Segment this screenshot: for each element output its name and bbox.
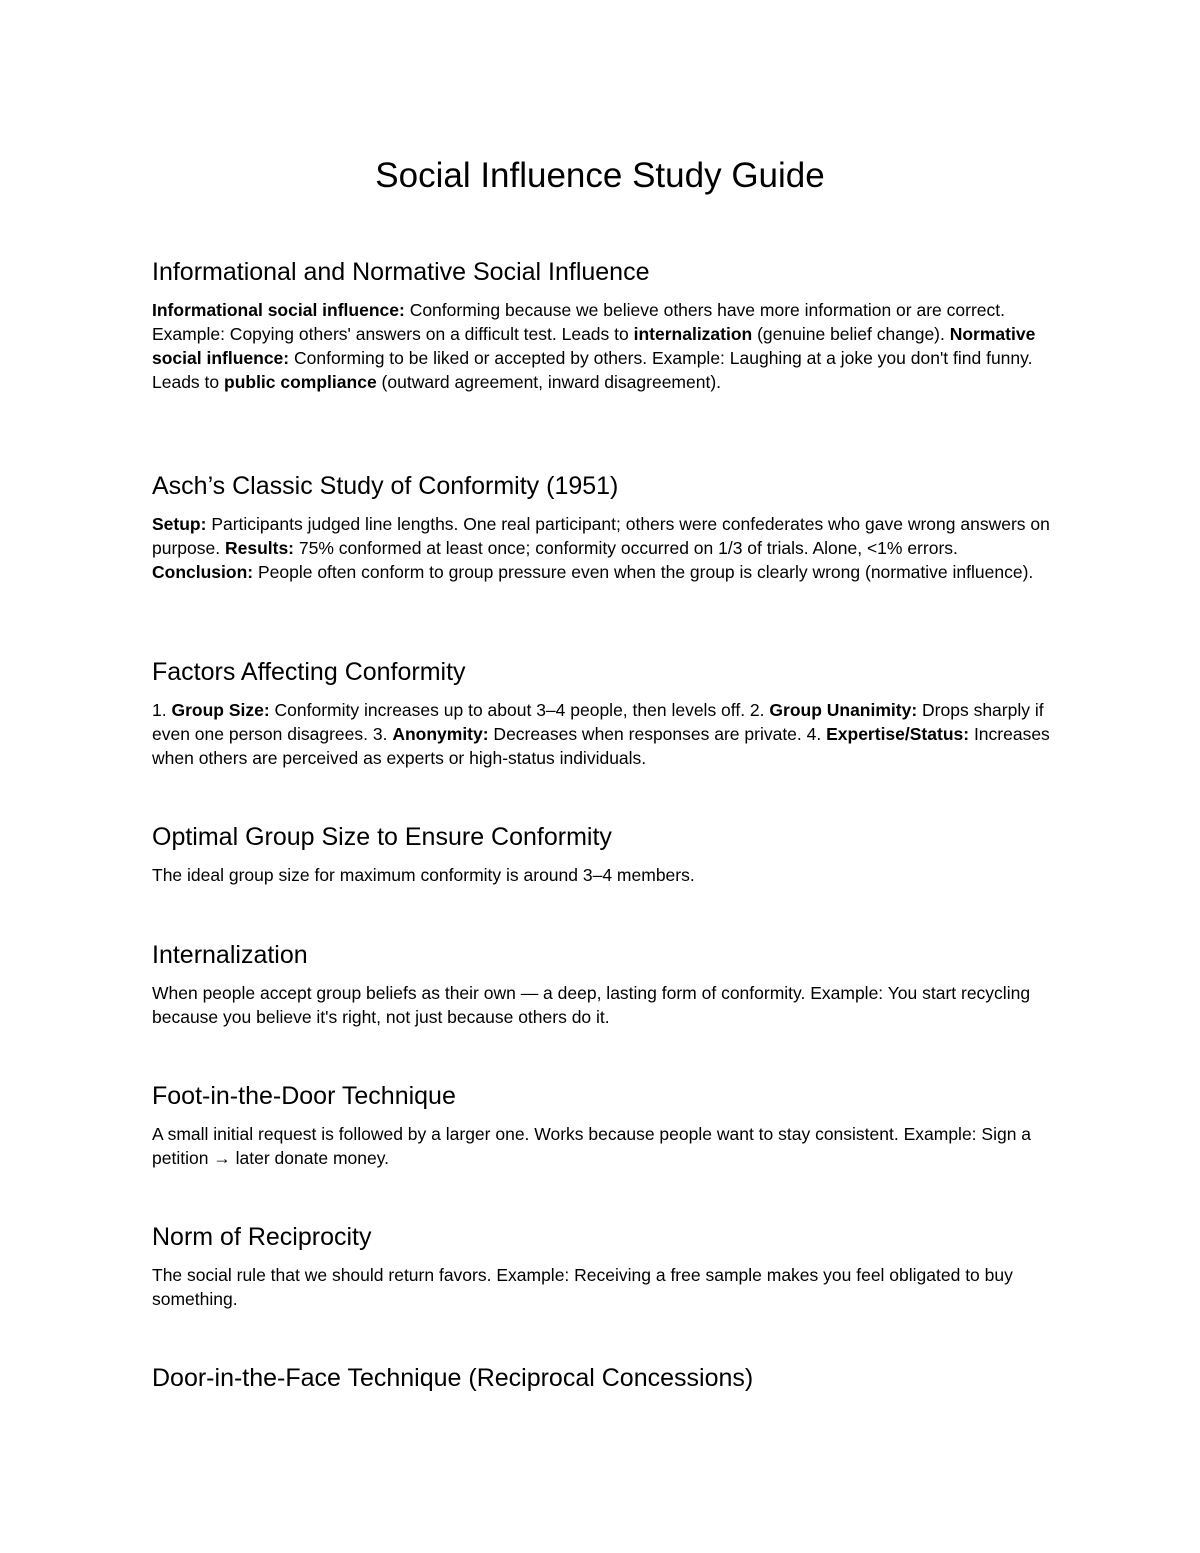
text-run: Drops sharply if even one person disagrees. 3. <box>152 700 1044 744</box>
section-norm-of-reciprocity <box>152 1221 1052 1311</box>
bold-term: public compliance <box>224 372 377 392</box>
text-run: (outward agreement, inward disagreement). <box>376 372 722 392</box>
section-optimal-group-size <box>152 821 1052 887</box>
text-run: Conformity increases up to about 3–4 people, then levels off. 2. <box>269 700 770 720</box>
section-heading: Door-in-the-Face Technique (Reciprocal Concessions) <box>152 1364 754 1392</box>
section-body <box>152 698 1052 770</box>
text-run: 75% conformed at least once; conformity occurred on 1/3 of trials. Alone, <1% errors. <box>294 538 958 558</box>
section-body <box>152 1122 1052 1170</box>
section-body <box>152 298 1052 394</box>
section-body <box>152 512 1052 584</box>
section-heading: Internalization <box>152 941 308 969</box>
section-body <box>152 981 1052 1029</box>
bold-term: Setup: <box>152 514 207 534</box>
section-informational-normative <box>152 256 1052 394</box>
bold-term: internalization <box>633 324 753 344</box>
section-factors-affecting-conformity <box>152 656 1052 770</box>
text-run: The ideal group size for maximum conformity is around 3–4 members. <box>152 865 695 885</box>
text-run: 1. <box>152 700 172 720</box>
text-run: Conforming to be liked or accepted by others. Example: Laughing at a joke you don't find funny. Leads to <box>152 348 1033 392</box>
bold-term: Results: <box>224 538 295 558</box>
section-heading: Foot-in-the-Door Technique <box>152 1082 456 1110</box>
text-run: People often conform to group pressure even when the group is clearly wrong (normative influence). <box>253 562 1034 582</box>
section-heading: Informational and Normative Social Influence <box>152 258 650 286</box>
bold-term: Group Unanimity: <box>769 700 918 720</box>
text-run: Increases when others are perceived as experts or high-status individuals. <box>152 724 1050 768</box>
bold-term: Conclusion: <box>152 562 254 582</box>
text-run: (genuine belief change). <box>752 324 950 344</box>
section-door-in-the-face <box>152 1362 1052 1394</box>
section-heading: Asch’s Classic Study of Conformity (1951) <box>152 472 619 500</box>
bold-term: Normative social influence: <box>152 324 1036 368</box>
text-run: Conforming because we believe others have more information or are correct. Example: Copying others' answers on a difficult test. Leads to <box>152 300 1005 344</box>
section-heading: Factors Affecting Conformity <box>152 658 466 686</box>
section-internalization <box>152 939 1052 1029</box>
section-body <box>152 1263 1052 1311</box>
bold-term: Group Size: <box>171 700 270 720</box>
bold-term: Anonymity: <box>392 724 489 744</box>
text-run: When people accept group beliefs as their own — a deep, lasting form of conformity. Example: You start recycling because you believe it's right, not just because others do it. <box>152 983 1031 1027</box>
page-title: Social Influence Study Guide <box>375 156 825 195</box>
bold-term: Expertise/Status: <box>826 724 970 744</box>
section-asch-study <box>152 470 1052 584</box>
section-heading: Norm of Reciprocity <box>152 1223 372 1251</box>
text-run: A small initial request is followed by a larger one. Works because people want to stay consistent. Example: Sign a petition → later donate money. <box>152 1124 1032 1168</box>
text-run: The social rule that we should return favors. Example: Receiving a free sample makes you feel obligated to buy something. <box>152 1265 1013 1309</box>
section-foot-in-the-door <box>152 1080 1052 1170</box>
section-heading: Optimal Group Size to Ensure Conformity <box>152 823 612 851</box>
bold-term: Informational social influence: <box>152 300 405 320</box>
section-body <box>152 863 1052 887</box>
text-run: Participants judged line lengths. One real participant; others were confederates who gave wrong answers on purpose. <box>152 514 1050 558</box>
text-run: Decreases when responses are private. 4. <box>488 724 827 744</box>
